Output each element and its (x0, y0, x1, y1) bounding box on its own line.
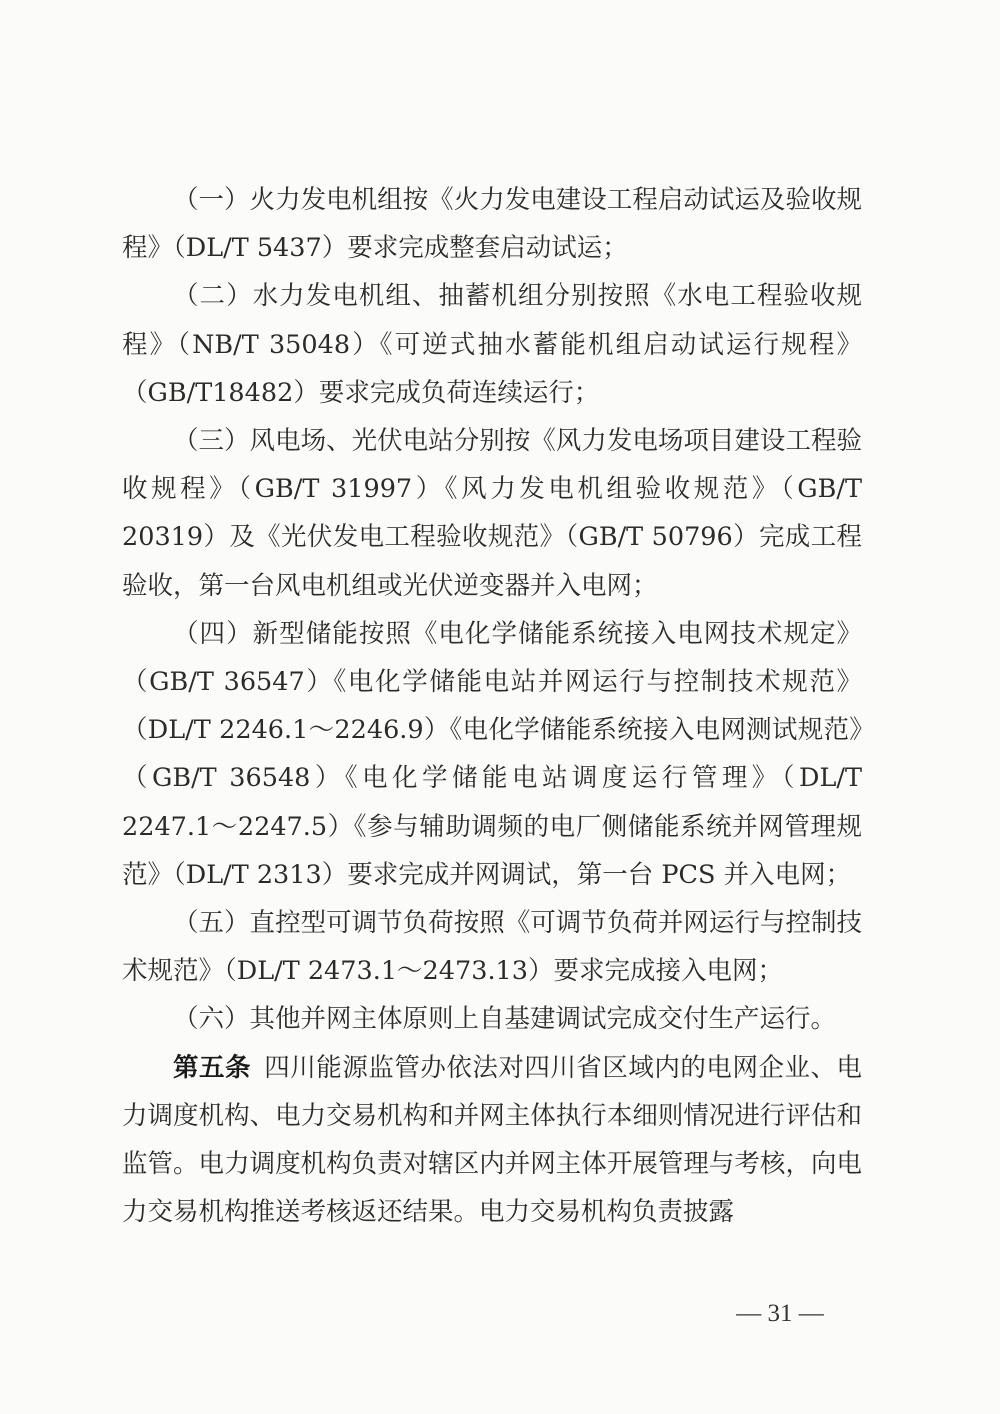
paragraph-item-6: （六）其他并网主体原则上自基建调试完成交付生产运行。 (173, 1004, 837, 1035)
paragraph-item-4: （四）新型储能按照《电化学储能系统接入电网技术规定》（GB/T 36547）《电化学储能电站并网运行与控制技术规范》（DL/T 2246.1～2246.9）《电化学储能系统接入电网测试规范》（GB/T 36548）《电化学储能电站调度运行管理》（DL/T 2247.1～2247.5）《参与辅助调频的电厂侧储能系统并网管理规范》（DL/T 2313）要求完成并网调试，第一台 PCS 并入电网； (122, 618, 862, 890)
article-paragraph (122, 1044, 862, 1237)
paragraph-item-2: （二）水力发电机组、抽蓄机组分别按照《水电工程验收规程》（NB/T 35048）《可逆式抽水蓄能机组启动试运行规程》（GB/T18482）要求完成负荷连续运行； (122, 281, 862, 408)
article-body: 四川能源监管办依法对四川省区域内的电网企业、电力调度机构、电力交易机构和并网主体执行本细则情况进行评估和监管。电力调度机构负责对辖区内并网主体开展管理与考核，向电力交易机构推送考核返还结果。电力交易机构负责披露 (122, 1052, 862, 1228)
paragraph-item-3: （三）风电场、光伏电站分别按《风力发电场项目建设工程验收规程》（GB/T 31997）《风力发电机组验收规范》（GB/T 20319）及《光伏发电工程验收规范》（GB/T 50796）完成工程验收，第一台风电机组或光伏逆变器并入电网； (122, 426, 862, 601)
article-heading: 第五条 (173, 1052, 252, 1083)
paragraph-item-1: （一）火力发电机组按《火力发电建设工程启动试运及验收规程》（DL/T 5437）要求完成整套启动试运； (122, 185, 862, 264)
page-number: — 31 — (736, 1300, 824, 1327)
paragraph-item-5: （五）直控型可调节负荷按照《可调节负荷并网运行与控制技术规范》（DL/T 2473.1～2473.13）要求完成接入电网； (122, 908, 862, 987)
body-text (122, 176, 862, 1236)
